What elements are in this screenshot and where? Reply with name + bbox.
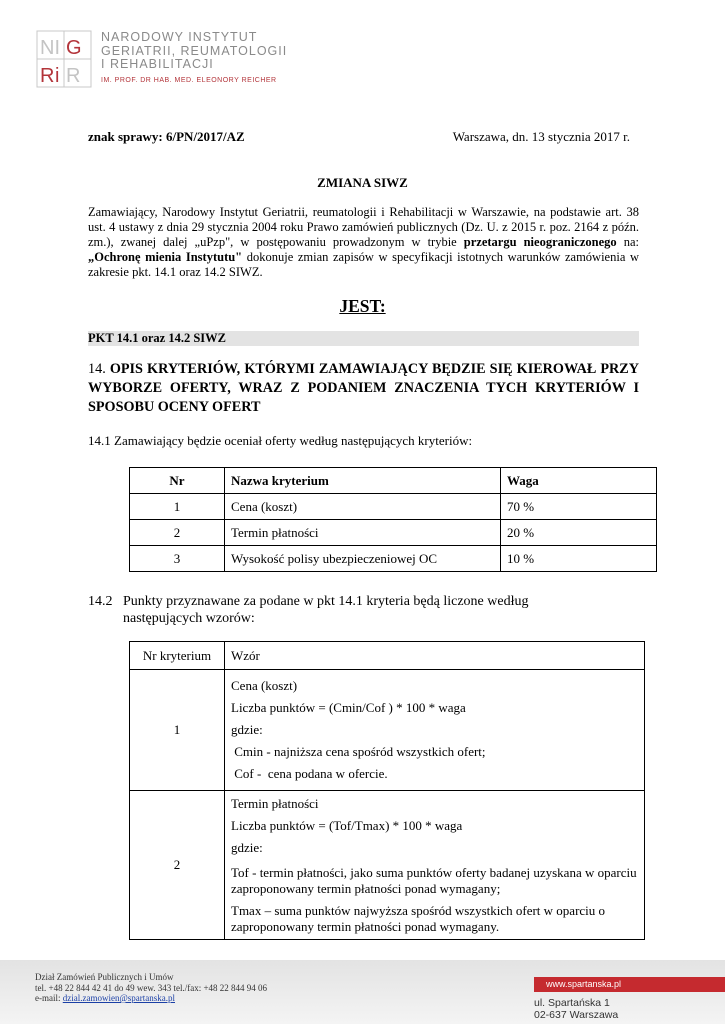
institute-line: NARODOWY INSTYTUT [101,30,258,44]
table-row [130,546,657,572]
footer-contact [35,972,267,1004]
header-cell: Nr kryterium [130,642,225,670]
document-title: ZMIANA SIWZ [317,175,408,190]
table-cell: 3 [130,546,225,572]
formula-line: Tof - termin płatności, jako suma punktów oferty badanej uzyskana w oparciu zaproponowany termin płatności ponad wymagany; [231,865,637,896]
footer-address [534,997,618,1021]
formula-line: Liczba punktów = (Tof/Tmax) * 100 * waga [231,818,463,833]
svg-text:R: R [40,65,55,87]
formula-line: Cmin - najniższa cena spośród wszystkich ofert; [231,744,486,759]
table-cell: 2 [130,520,225,546]
table-row [130,670,645,791]
formula-line: Liczba punktów = (Cmin/Cof ) * 100 * waga [231,700,466,715]
footer-phone: tel. +48 22 844 42 41 do 49 wew. 343 tel./fax: +48 22 844 94 06 [35,982,268,993]
institute-line: I REHABILITACJI [101,57,214,71]
institute-patron: IM. PROF. DR HAB. MED. ELEONORY REICHER [101,76,277,84]
table-cell: 1 [130,494,225,520]
intro-text: dokonuje zmian zapisów w specyfikacji istotnych warunków zamówienia w zakresie pkt. 14.1 oraz 14.2 SIWZ. [88,250,639,279]
footer-email-row [35,993,267,1004]
formula-line: Cena (koszt) [231,678,298,693]
institute-name [101,31,361,84]
section-title: OPIS KRYTERIÓW, KTÓRYMI ZAMAWIAJĄCY BĘDZIE SIĘ KIEROWAŁ PRZY WYBORZE OFERTY, WRAZ Z PODANIEM ZNACZENIA TYCH KRYTERIÓW I SPOSOBU OCENY OFERT [88,361,639,415]
website-link[interactable]: www.spartanska.pl [534,977,725,992]
email-link[interactable]: dzial.zamowien@spartanska.pl [62,993,175,1003]
case-number: znak sprawy: 6/PN/2017/AZ [88,129,245,144]
formula-cell [225,670,645,791]
place-date: Warszawa, dn. 13 stycznia 2017 r. [452,129,630,144]
table-cell: 20 % [501,520,657,546]
address-street: ul. Spartańska 1 [534,997,610,1009]
table-cell: 10 % [501,546,657,572]
pkt-label: PKT 14.1 oraz 14.2 SIWZ [88,331,639,346]
formula-line: gdzie: [231,722,263,737]
svg-text:NI: NI [40,37,60,59]
section-14-heading [88,360,639,417]
table-cell: Wysokość polisy ubezpieczeniowej OC [225,546,501,572]
table-cell: 2 [130,791,225,940]
header-cell: Waga [501,468,657,494]
intro-paragraph [88,205,639,280]
section-number: 14. [88,361,106,377]
table-header-row [130,468,657,494]
header-cell: Nazwa kryterium [225,468,501,494]
formula-table [129,641,645,940]
address-city: 02-637 Warszawa [534,1009,619,1021]
table-cell: 1 [130,670,225,791]
intro-text: Zamawiający, Narodowy Instytut Geriatrii, reumatologii i Rehabilitacji w Warszawie, na podstawie art. 38 ust. 4 ustawy z dnia 29 stycznia 2004 roku Prawo zamówień publicznych (Dz. U. z 2015 r. poz. 2164 z późn. zm.), zwanej dalej „uPzp", w postępowaniu prowadzonym w trybie [88,205,639,249]
point-14-2-number: 14.2 [88,594,113,609]
jest-heading: JEST: [339,296,386,316]
intro-subject: „Ochronę mienia Instytutu" [88,250,243,264]
point-14-1: 14.1 Zamawiający będzie oceniał oferty według następujących kryteriów: [88,433,473,448]
header-cell: Nr [130,468,225,494]
formula-line: gdzie: [231,840,263,855]
institute-logo [36,30,92,88]
formula-cell [225,791,645,940]
intro-text: na: [616,235,639,249]
formula-line: Tmax – suma punktów najwyższa spośród wszystkich ofert w oparciu o zaproponowany termin płatności ponad wymagany. [231,903,606,934]
email-label: e-mail: [35,993,63,1003]
table-cell: Cena (koszt) [225,494,501,520]
svg-text:G: G [66,37,82,59]
formula-line: Termin płatności [231,796,319,811]
footer-department: Dział Zamówień Publicznych i Umów [35,972,174,982]
institute-line: GERIATRII, REUMATOLOGII [101,43,288,58]
intro-mode: przetargu nieograniczonego [463,235,617,249]
table-cell: 70 % [501,494,657,520]
header-cell: Wzór [225,642,645,670]
table-row [130,494,657,520]
table-row [130,520,657,546]
point-14-2-text: Punkty przyznawane za podane w pkt 14.1 kryteria będą liczone według następujących wzorów: [123,594,529,626]
criteria-table [129,467,657,572]
svg-text:R: R [66,65,81,87]
svg-text:i: i [55,65,60,87]
formula-line: Cof - cena podana w ofercie. [231,766,388,781]
table-cell: Termin płatności [225,520,501,546]
table-row [130,791,645,940]
table-header-row [130,642,645,670]
